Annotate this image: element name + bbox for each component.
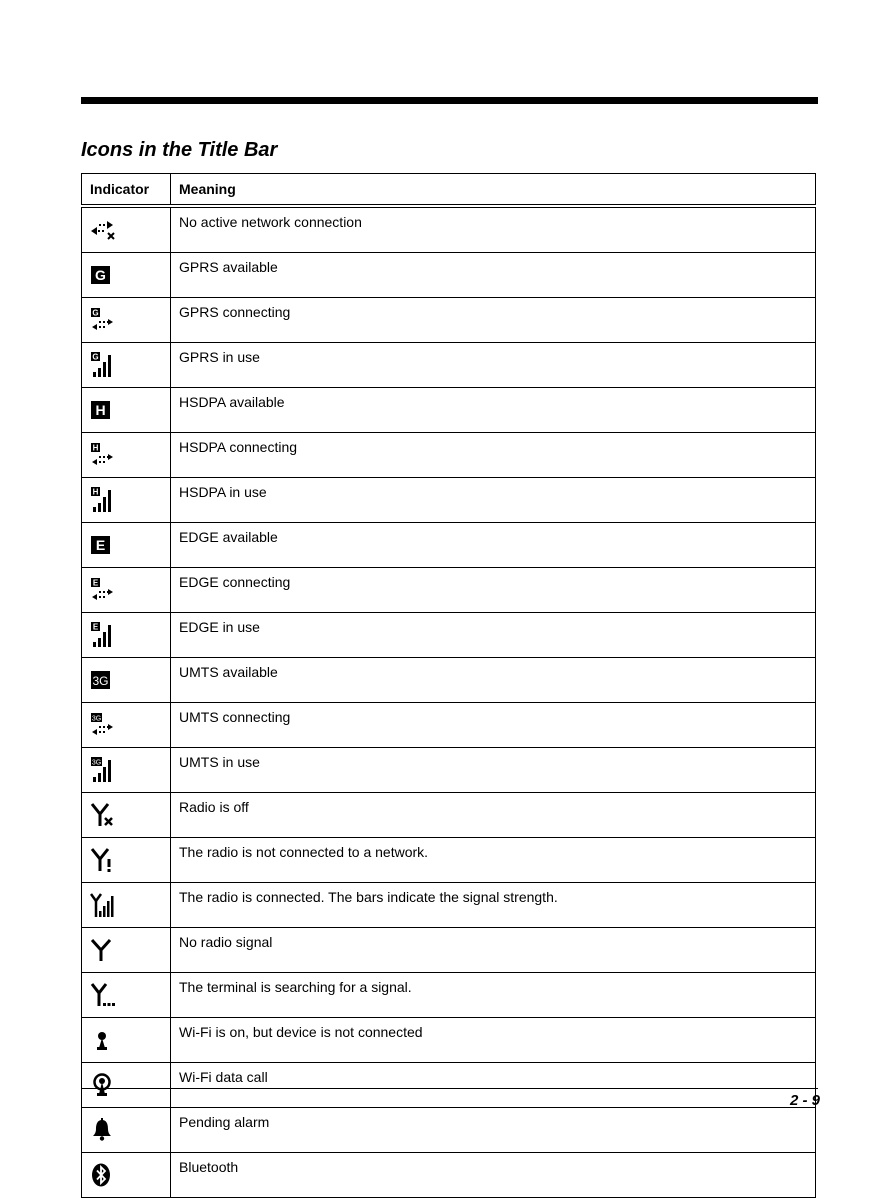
meaning-cell: UMTS in use [171,748,816,793]
umts-in-use-icon [90,757,116,783]
meaning-cell: EDGE connecting [171,568,816,613]
table-header-row [82,174,816,207]
searching-signal-icon [90,982,116,1008]
icons-table [81,173,816,1198]
table-row [82,568,816,613]
meaning-cell: EDGE in use [171,613,816,658]
meaning-cell: The radio is connected. The bars indicate the signal strength. [171,883,816,928]
meaning-cell: GPRS in use [171,343,816,388]
page-number: 2 - 9 [789,1092,820,1109]
top-rule [81,97,818,104]
gprs-in-use-icon [90,352,116,378]
meaning-cell: HSDPA available [171,388,816,433]
meaning-cell: UMTS available [171,658,816,703]
footer-rule [81,1088,818,1089]
badge-letter: H [92,487,99,497]
table-row [82,1018,816,1063]
meaning-cell: GPRS available [171,253,816,298]
table-row [82,206,816,253]
table-row [82,388,816,433]
meaning-cell: Wi-Fi is on, but device is not connected [171,1018,816,1063]
radio-connected-signal-icon [90,892,116,918]
badge-letter: G [92,352,99,362]
gprs-connecting-icon [90,308,116,332]
bluetooth-icon [90,1162,116,1188]
table-row [82,748,816,793]
table-row [82,478,816,523]
meaning-cell: No active network connection [171,206,816,253]
umts-connecting-icon [90,713,116,737]
section-title: Icons in the Title Bar [81,139,278,161]
edge-available-icon [90,535,112,555]
badge-letter: E [95,537,106,553]
table-row [82,523,816,568]
table-row [82,613,816,658]
badge-letter: 3G [91,715,102,723]
table-row [82,838,816,883]
radio-off-icon [90,802,116,828]
meaning-cell: Wi-Fi data call [171,1063,816,1108]
hsdpa-connecting-icon [90,443,116,467]
table-row [82,1108,816,1153]
indicator-header: Indicator [82,174,171,207]
meaning-cell: HSDPA in use [171,478,816,523]
table-row [82,973,816,1018]
table-row [82,703,816,748]
meaning-cell: Radio is off [171,793,816,838]
gprs-available-icon [90,265,112,285]
badge-letter: H [92,443,99,453]
table-row [82,658,816,703]
meaning-cell: UMTS connecting [171,703,816,748]
table-row [82,928,816,973]
umts-available-icon [90,670,112,690]
badge-letter: E [92,578,99,588]
wifi-data-call-icon [90,1072,116,1098]
table-row [82,793,816,838]
meaning-cell: Bluetooth [171,1153,816,1198]
badge-letter: H [95,402,106,418]
hsdpa-available-icon [90,400,112,420]
badge-letter: 3G [92,674,109,688]
meaning-header: Meaning [171,174,816,207]
no-network-icon [90,220,116,240]
meaning-cell: GPRS connecting [171,298,816,343]
meaning-cell: No radio signal [171,928,816,973]
meaning-cell: The radio is not connected to a network. [171,838,816,883]
meaning-cell: Pending alarm [171,1108,816,1153]
table-row [82,253,816,298]
table-row [82,298,816,343]
meaning-cell: HSDPA connecting [171,433,816,478]
pending-alarm-icon [90,1117,116,1143]
wifi-not-connected-icon [90,1027,116,1053]
edge-connecting-icon [90,578,116,602]
no-radio-signal-icon [90,937,116,963]
meaning-cell: EDGE available [171,523,816,568]
table-row [82,343,816,388]
table-row [82,1153,816,1198]
hsdpa-in-use-icon [90,487,116,513]
edge-in-use-icon [90,622,116,648]
badge-letter: 3G [91,759,102,767]
table-row [82,433,816,478]
badge-letter: E [92,622,99,632]
table-row [82,883,816,928]
meaning-cell: The terminal is searching for a signal. [171,973,816,1018]
table-row [82,1063,816,1108]
radio-not-connected-icon [90,847,116,873]
badge-letter: G [95,267,106,283]
badge-letter: G [92,308,99,318]
